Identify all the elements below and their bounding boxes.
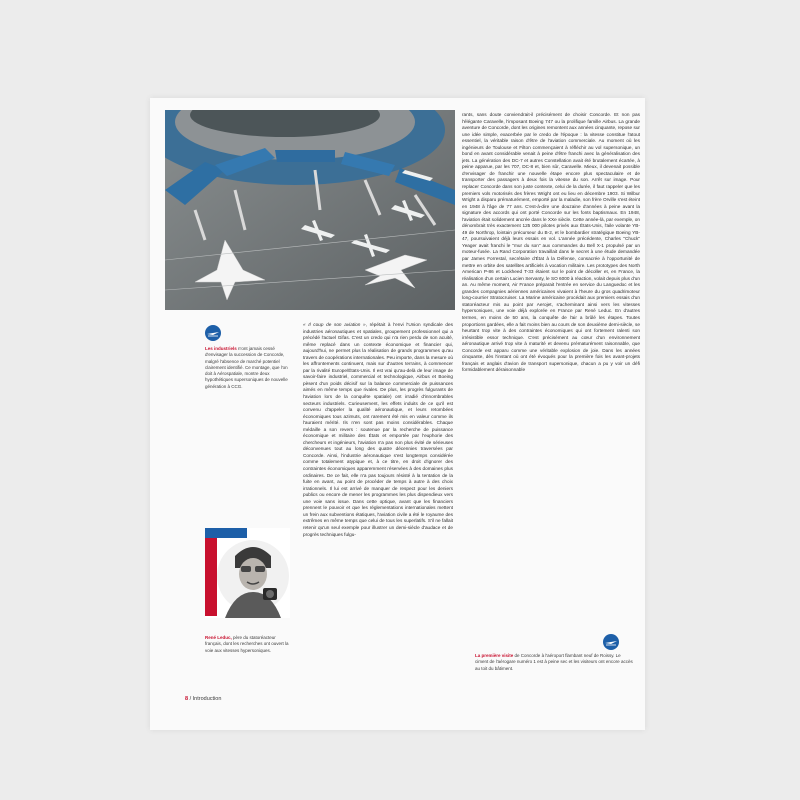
sidebar-note-industriels xyxy=(205,346,293,390)
body-column-right xyxy=(462,112,640,634)
section-name: Introduction xyxy=(192,696,222,702)
rene-leduc-portrait xyxy=(205,528,290,618)
column-text: rants, sans doute conviendrait-il précisément de choisir Concorde. Et non pas l'élégante Caravelle, l'imposant Boeing 747 ou la prolifique famille Airbus. La grande aventure de Concorde, dont les origines remontent aux années cinquante, repose sur une idée simple, exacerbée par le credo de l'époque : la vitesse constitue l'atout essentiel, la véritable raison d'être de l'aviation commerciale. Au moment où les ingénieurs de Toulouse et Filton commençaient à réfléchir au vol supersonique, un bond en avant considérable venait à peine d'être franchi avec la généralisation des jets. La génération des DC-7 et autres Constellation avait été brutalement écartée, à peine apparue, par les 707, DC-8 et, bien sûr, Caravelle. Mieux, il devenait possible d'envisager de franchir une nouvelle étape encore plus spectaculaire et de transporter des passagers à deux fois la vitesse du son. Arrêt sur image. Pour replacer Concorde dans son juste contexte, celui de la durée, il faut rappeler que les premiers vols motorisés des frères Wright ont eu lieu en décembre 1903. Si Wilbur Wright a disparu prématurément, emporté par la maladie, son frère Orville s'est éteint en 1948 à l'âge de 77 ans. C'est-à-dire une douzaine d'années à peine avant la signature des accords qui ont porté Concorde sur les fonts baptismaux. En 1948, l'aviation était solidement ancrée dans le XXe siècle. Cette année-là, par exemple, on dénombrait très exactement 125 000 pilotes privés aux États-Unis, l'aile volante YB-49 de Northrop, lointain précurseur du B-2, et le bombardier stratégique Boeing YB-47, poursuivaient déjà leurs essais en vol. L'année précédente, Charles "Chuck" Yeager avait franchi le "mur du son" aux commandes du Bell X-1 propulsé par un moteur-fusée. La Rand Corporation travaillait dans le secret à une étude demandée par James Forrestal, secrétaire d'État à la Défense, consacrée à l'opportunité de mettre en orbite des satellites artificiels à vocation militaire. Les prototypes des North American P-86 et Lockheed T-33 étaient sur le point de décoller et, en France, la réalisation d'un certain Lucien Servanty, le SO 6000 à réaction, volait depuis plus d'un an. Au même moment, Air France préparait l'entrée en service du Languedoc et les grandes compagnies aériennes américaines vivaient à l'heure du gros quadrimoteur long-courrier Stratocruiser. La Marine américaine procédait aux premiers essais d'un statoréacteur mis au point par Aerojet, s'acheminant ainsi vers les vitesses hypersoniques, une voie déjà explorée en France par René Leduc. En d'autres termes, en moins de 50 ans, la conquête de l'air a brûlé les étapes. Toutes proportions gardées, elle a fait moins bien au cours de son deuxième demi-siècle, se heurtant trop vite à des contraintes économiques qui ont fortement ralenti son irrésistible essor technique. C'est précisément au cœur d'un environnement aéronautique arrivé trop vite à maturité et devenu prématurément raisonnable, que Concorde est apparu comme une véritable explosion de joie. Dans les années cinquante, dès l'instant où ont été évoqués pour la première fois les avant-projets français et anglais d'avion de transport supersonique, chacun a pu y voir un défi formidablement déraisonnable xyxy=(462,112,640,373)
note-text: de Concorde à l'aéroport flambant neuf de Roissy. Le ciment de l'aérogare numéro 1 est à peine sec et les visiteurs ont encore accès au toit du bâtiment. xyxy=(475,653,633,671)
aerial-airport-photo xyxy=(165,110,455,310)
concorde-logo-icon xyxy=(603,634,619,650)
opening-quote: « Il coup de son aviation » xyxy=(303,322,366,327)
footer-separator: / xyxy=(189,696,192,702)
note-highlight: René Leduc, xyxy=(205,635,232,640)
caption-premiere-visite xyxy=(475,653,635,672)
note-text: n'ont jamais cessé d'envisager la succession de Concorde, malgré l'absence de marché potentiel clairement identifié. Ce montage, que l'on doit à Aérospatiale, montre deux hypothétiques supersoniques de nouvelle génération à CCG. xyxy=(205,346,288,389)
body-paragraph xyxy=(303,322,453,538)
body-column-middle xyxy=(303,322,453,707)
note-highlight: La première visite xyxy=(475,653,514,658)
concorde-logo-icon xyxy=(205,325,221,341)
column-text: , répétait à l'envi l'Union syndicale des industries aéronautiques et spatiales, groupement professionnel qui a précédé l'actuel Gifas. C'est un credo qui n'a rien perdu de son acuité, même replacé dans un contexte économique et financier qui, aujourd'hui, ne permet plus la réalisation de grands programmes qu'au travers de coopérations internationales. Peu importe, dans la mesure où les affrontements continuent, mais sur d'autres terrains, à commencer par la rivalité Europe/États-Unis. Il est vrai qu'au-delà de leur image de savoir-faire industriel, commercial et technologique, Airbus et Boeing pèsent d'un poids décisif sur la balance commerciale de puissances aimés en même temps que rivales. De plus, les progrès fulgurants de l'aviation lors de la conquête spatiale) ont irradié d'innombrables secteurs industriels. Curieusement, les effets induits de ce qu'il est convenu d'appeler la qualité aéronautique, et leurs retombées économiques tous azimuts, ont rarement été mis en valeur comme ils l'auraient mérité. Ils n'en sont pas moins considérables. Chaque médaille a son revers : soutenue par la recherche de puissance économique et militaire des États et emportée par l'euphorie des chercheurs et ingénieurs, l'aviation n'a pas non plus évité de sérieuses déconvenues tout au long des quatre décennies traversées par Concorde. Ainsi, l'industrie aéronautique s'est longtemps considérée comme totalement atypique et, à ce titre, en droit d'ignorer des contraintes économiques apparemment réservées à des domaines plus ordinaires. De ce fait, elle n'a pas toujours résisté à la tentation de la fuite en avant, au point de procéder de temps à autre à des choix irrationnels. Il lui est arrivé de manquer de respect pour les deniers publics ou encore de mener les programmes les plus dispendieux vers une voie sans issue. Dans cette optique, avant que les financiers prennent le pouvoir et que les réglementations internationales mettent un frein aux subventions étatiques, l'aviation civile a été le royaume des extrêmes en même temps que celui de tous les superlatifs. S'il ne fallait retenir qu'un seul exemple pour illustrer un demi-siècle d'audace et de progrès techniques fulgu- xyxy=(303,322,453,537)
note-highlight: Les industriels xyxy=(205,346,237,351)
note-text: père du statoréacteur français, dont les recherches ont ouvert la voie aux vitesses hypersoniques. xyxy=(205,635,289,653)
page-number: 8 xyxy=(185,696,189,702)
page-footer xyxy=(185,696,221,702)
sidebar-note-leduc xyxy=(205,635,293,654)
